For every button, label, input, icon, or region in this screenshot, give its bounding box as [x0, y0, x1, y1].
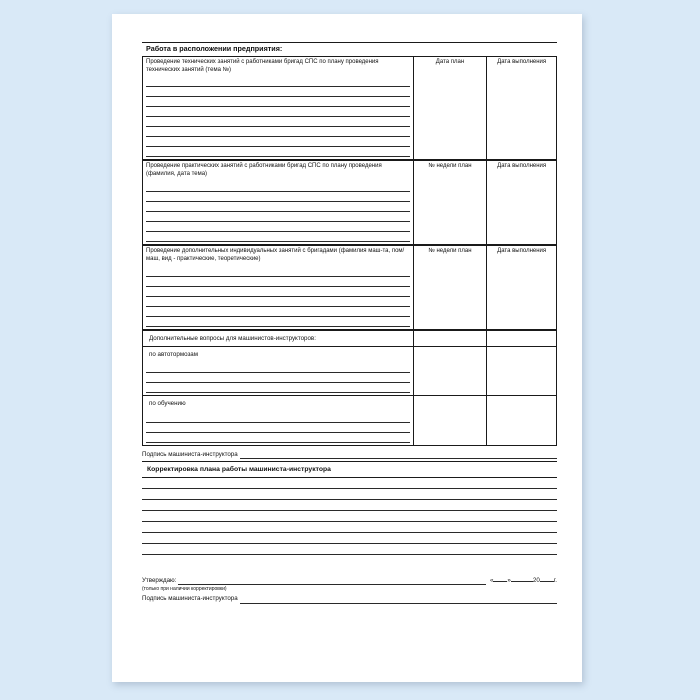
write-line[interactable] [146, 182, 410, 192]
write-line[interactable] [142, 489, 557, 500]
block3-plan-cell[interactable] [413, 245, 487, 329]
date-quote-open: « [489, 577, 494, 585]
signature-instructor-field[interactable] [240, 451, 557, 459]
write-line[interactable] [146, 77, 410, 87]
write-line[interactable] [142, 544, 557, 555]
write-line[interactable] [146, 137, 410, 147]
block2-done-label: Дата выполнения [497, 163, 547, 170]
write-line[interactable] [142, 478, 557, 489]
approve-row [142, 577, 557, 585]
extra-training-cell [143, 396, 414, 445]
write-line[interactable] [146, 202, 410, 212]
block3-plan-label: № недели план [428, 247, 472, 254]
block1-done-cell[interactable] [487, 56, 557, 160]
block1-plan-label: Дата план [435, 58, 465, 65]
approve-section [142, 577, 557, 603]
extra-item-label-training: по обучению [149, 400, 186, 408]
extra-item-label-brakes: по автотормозам [149, 350, 198, 358]
write-line[interactable] [146, 317, 410, 327]
date-year-field[interactable] [540, 581, 554, 582]
approve-field[interactable] [178, 577, 486, 585]
extra-brakes-lines [146, 363, 410, 393]
write-line[interactable] [146, 212, 410, 222]
block3-main-label: Проведение дополнительных индивидуальных занятий с бригадами (фамилия маш-та, пом/маш, вид - практические, теоретические) [146, 247, 405, 262]
correction-section-title: Корректировка плана работы машиниста-инструктора [147, 465, 331, 473]
extra-done-cell-3[interactable] [487, 396, 557, 445]
signature-instructor-row [142, 446, 557, 461]
write-line[interactable] [146, 423, 410, 433]
write-line[interactable] [146, 147, 410, 157]
write-line[interactable] [146, 127, 410, 137]
correction-write-lines [142, 478, 557, 555]
approve-signature-field[interactable] [240, 596, 557, 604]
block1-write-lines [146, 77, 410, 157]
block1-done-label: Дата выполнения [497, 58, 547, 65]
date-year-prefix: 20 [532, 577, 540, 585]
write-line[interactable] [146, 363, 410, 373]
extra-plan-cell-2[interactable] [413, 346, 487, 395]
date-year-suffix: г. [553, 577, 557, 585]
form-header-title: Работа в расположении предприятия: [146, 44, 283, 53]
extra-title-cell [143, 330, 414, 346]
write-line[interactable] [146, 117, 410, 127]
block2-main-label: Проведение практических занятий с работниками бригад СПС по плану проведения (фамилия, дата тема) [146, 163, 382, 178]
write-line[interactable] [146, 222, 410, 232]
write-line[interactable] [146, 107, 410, 117]
block-extra-questions [142, 330, 557, 446]
write-line[interactable] [146, 373, 410, 383]
write-line[interactable] [146, 87, 410, 97]
block2-plan-label: № недели план [428, 163, 472, 170]
date-quote-close: » [507, 577, 511, 585]
write-line[interactable] [146, 297, 410, 307]
extra-done-cell-1[interactable] [487, 330, 557, 346]
block2-plan-cell[interactable] [413, 161, 487, 245]
write-line[interactable] [146, 277, 410, 287]
signature-instructor-label: Подпись машиниста-инструктора [142, 450, 238, 458]
extra-brakes-cell [143, 346, 414, 395]
extra-plan-cell-1[interactable] [413, 330, 487, 346]
write-line[interactable] [146, 307, 410, 317]
date-day-field[interactable] [493, 581, 507, 582]
extra-section-title: Дополнительные вопросы для машинистов-инструкторов: [149, 334, 316, 342]
block2-write-lines [146, 182, 410, 242]
block3-main-cell [143, 245, 414, 329]
write-line[interactable] [146, 97, 410, 107]
extra-done-cell-2[interactable] [487, 346, 557, 395]
write-line[interactable] [142, 511, 557, 522]
write-line[interactable] [146, 413, 410, 423]
approve-label: Утверждаю: [142, 577, 177, 585]
block1-main-label: Проведение технических занятий с работниками бригад СПС по плану проведения технических занятий (тема №) [146, 58, 379, 73]
write-line[interactable] [146, 433, 410, 443]
block1-main-cell [143, 56, 414, 160]
block-individual-lessons [142, 245, 557, 330]
block3-done-cell[interactable] [487, 245, 557, 329]
extra-training-lines [146, 413, 410, 443]
block2-done-cell[interactable] [487, 161, 557, 245]
write-line[interactable] [146, 232, 410, 242]
write-line[interactable] [142, 522, 557, 533]
write-line[interactable] [142, 500, 557, 511]
document-page [112, 14, 582, 682]
approve-note: (только при наличии корректировки) [142, 586, 227, 593]
approve-date-box[interactable] [486, 577, 557, 585]
form-sheet [142, 42, 557, 604]
block1-plan-cell[interactable] [413, 56, 487, 160]
write-line[interactable] [146, 192, 410, 202]
write-line[interactable] [146, 267, 410, 277]
approve-signature-label: Подпись машиниста-инструктора [142, 595, 238, 603]
write-line[interactable] [146, 287, 410, 297]
block2-main-cell [143, 161, 414, 245]
block-technical-lessons [142, 56, 557, 161]
block3-done-label: Дата выполнения [497, 247, 547, 254]
write-line[interactable] [146, 383, 410, 393]
block-practical-lessons [142, 160, 557, 245]
extra-plan-cell-3[interactable] [413, 396, 487, 445]
write-line[interactable] [142, 533, 557, 544]
block3-write-lines [146, 267, 410, 327]
date-month-field[interactable] [511, 581, 533, 582]
approve-signature-row [142, 593, 557, 603]
